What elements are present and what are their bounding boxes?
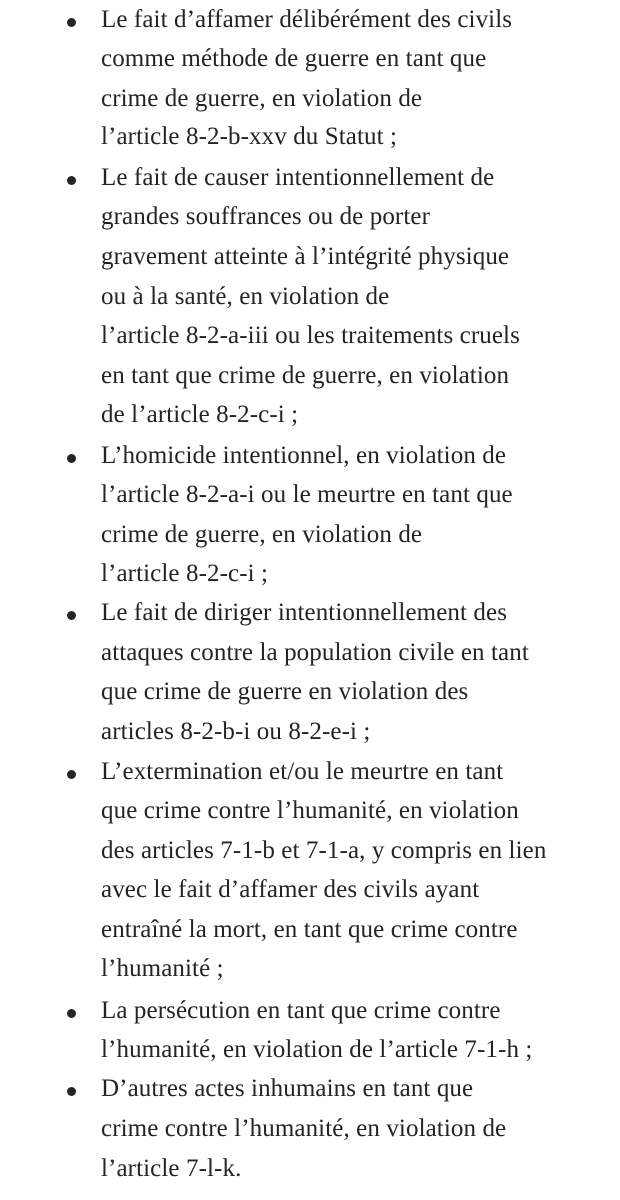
bullet-icon [67,1009,76,1018]
list-item-text-line: que crime de guerre en violation des [101,678,469,705]
bullet-icon [67,454,76,463]
list-item-text-line: attaques contre la population civile en tant [101,639,529,666]
list-item-text-line: Le fait de diriger intentionnellement des [101,599,508,626]
list-item-text-line: Le fait d’affamer délibérément des civils [101,6,513,33]
list-item-text-line: Le fait de causer intentionnellement de [101,164,495,191]
list-item-text-line: gravement atteinte à l’intégrité physique [101,243,510,270]
list-item-text-line: crime de guerre, en violation de [101,85,423,112]
list-item-text-line: l’article 8-2-b-xxv du Statut ; [101,123,398,150]
list-item-text-line: L’homicide intentionnel, en violation de [101,442,507,469]
bullet-icon [67,176,76,185]
bullet-icon [67,611,76,620]
list-item-text-line: en tant que crime de guerre, en violation [101,362,510,389]
list-item-text-line: l’article 7-l-k. [101,1155,242,1182]
list-item-text-line: D’autres actes inhumains en tant que [101,1075,474,1102]
list-item-text-line: crime contre l’humanité, en violation de [101,1115,507,1142]
list-item-text-line: La persécution en tant que crime contre [101,997,501,1024]
list-item-text-line: ou à la santé, en violation de [101,283,390,310]
list-item-text-line: avec le fait d’affamer des civils ayant [101,876,480,903]
list-item-text-line: que crime contre l’humanité, en violation [101,797,519,824]
bullet-icon [67,1087,76,1096]
list-item-text-line: articles 8-2-b-i ou 8-2-e-i ; [101,718,371,745]
list-item-text-line: L’extermination et/ou le meurtre en tant [101,758,504,785]
list-item-text-line: l’article 8-2-a-iii ou les traitements cruels [101,322,520,349]
list-item-text-line: l’article 8-2-c-i ; [101,560,269,587]
list-item-text-line: comme méthode de guerre en tant que [101,45,487,72]
list-item-text-line: l’humanité, en violation de l’article 7-1-h ; [101,1036,533,1063]
list-item-text-line: crime de guerre, en violation de [101,521,423,548]
list-item-text-line: de l’article 8-2-c-i ; [101,401,299,428]
list-item-text-line: grandes souffrances ou de porter [101,203,431,230]
bullet-icon [67,18,76,27]
list-item-text-line: l’humanité ; [101,955,224,982]
bullet-icon [67,770,76,779]
list-item-text-line: des articles 7-1-b et 7-1-a, y compris en lien [101,837,547,864]
list-item-text-line: entraîné la mort, en tant que crime contre [101,916,518,943]
list-item-text-line: l’article 8-2-a-i ou le meurtre en tant que [101,481,513,508]
